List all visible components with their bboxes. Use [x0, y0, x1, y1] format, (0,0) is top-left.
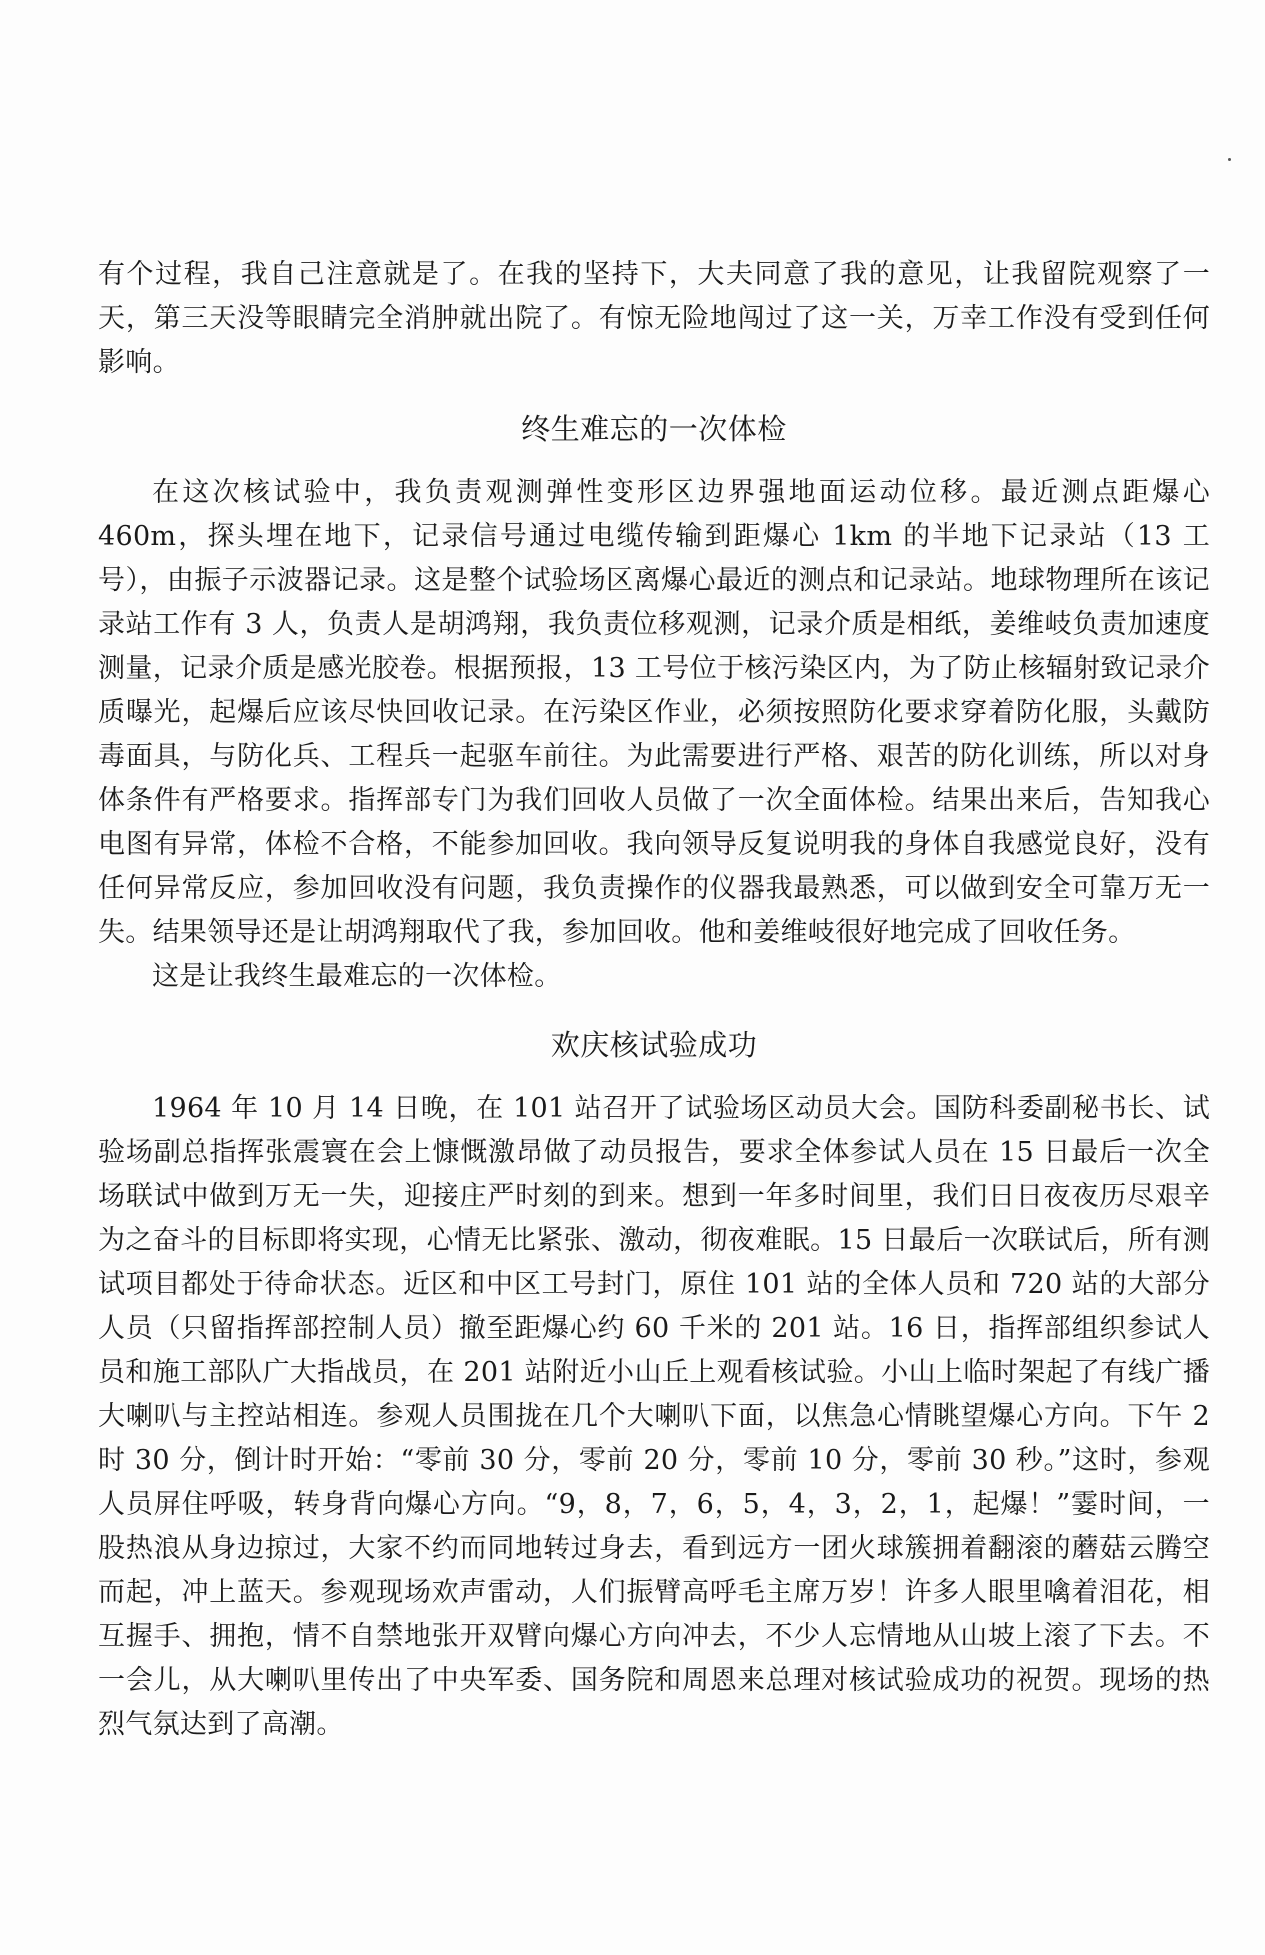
section2-paragraph-1: 1964 年 10 月 14 日晚，在 101 站召开了试验场区动员大会。国防科委副秘书长、试验场副总指挥张震寰在会上慷慨激昂做了动员报告，要求全体参试人员在 15 日最后一次全场联试中做到万无一失，迎接庄严时刻的到来。想到一年多时间里，我们日日夜夜历尽艰辛为之奋斗的目标即将实现，心情无比紧张、激动，彻夜难眠。15 日最后一次联试后，所有测试项目都处于待命状态。近区和中区工号封门，原住 101 站的全体人员和 720 站的大部分人员（只留指挥部控制人员）撤至距爆心约 60 千米的 201 站。16 日，指挥部组织参试人员和施工部队广大指战员，在 201 站附近小山丘上观看核试验。小山上临时架起了有线广播大喇叭与主控站相连。参观人员围拢在几个大喇叭下面，以焦急心情眺望爆心方向。下午 2 时 30 分，倒计时开始：“零前 30 分，零前 20 分，零前 10 分，零前 30 秒。”这时，参观人员屏住呼吸，转身背向爆心方向。“9，8，7，6，5，4，3，2，1，起爆！”霎时间，一股热浪从身边掠过，大家不约而同地转过身去，看到远方一团火球簇拥着翻滚的蘑菇云腾空而起，冲上蓝天。参观现场欢声雷动，人们振臂高呼毛主席万岁！许多人眼里噙着泪花，相互握手、拥抱，情不自禁地张开双臂向爆心方向冲去，不少人忘情地从山坡上滚了下去。不一会儿，从大喇叭里传出了中央军委、国务院和周恩来总理对核试验成功的祝贺。现场的热烈气氛达到了高潮。 — [98, 1093, 1210, 1740]
section-heading-celebration: 欢庆核试验成功 — [550, 1028, 758, 1062]
section1-paragraph-2: 这是让我终生最难忘的一次体检。 — [152, 961, 562, 992]
intro-paragraph: 有个过程，我自己注意就是了。在我的坚持下，大夫同意了我的意见，让我留院观察了一天，第三天没等眼睛完全消肿就出院了。有惊无险地闯过了这一关，万幸工作没有受到任何影响。 — [98, 259, 1210, 378]
scan-speck — [1228, 158, 1231, 161]
section1-paragraph-1: 在这次核试验中，我负责观测弹性变形区边界强地面运动位移。最近测点距爆心460m，探头埋在地下，记录信号通过电缆传输到距爆心 1km 的半地下记录站（13 工号），由振子示波器记录。这是整个试验场区离爆心最近的测点和记录站。地球物理所在该记录站工作有 3 人，负责人是胡鸿翔，我负责位移观测，记录介质是相纸，姜维岐负责加速度测量，记录介质是感光胶卷。根据预报，13 工号位于核污染区内，为了防止核辐射致记录介质曝光，起爆后应该尽快回收记录。在污染区作业，必须按照防化要求穿着防化服，头戴防毒面具，与防化兵、工程兵一起驱车前往。为此需要进行严格、艰苦的防化训练，所以对身体条件有严格要求。指挥部专门为我们回收人员做了一次全面体检。结果出来后，告知我心电图有异常，体检不合格，不能参加回收。我向领导反复说明我的身体自我感觉良好，没有任何异常反应，参加回收没有问题，我负责操作的仪器我最熟悉，可以做到安全可靠万无一失。结果领导还是让胡鸿翔取代了我，参加回收。他和姜维岐很好地完成了回收任务。 — [98, 477, 1210, 948]
book-page-body — [98, 253, 1210, 1747]
section-heading-physical-exam: 终生难忘的一次体检 — [521, 412, 787, 446]
